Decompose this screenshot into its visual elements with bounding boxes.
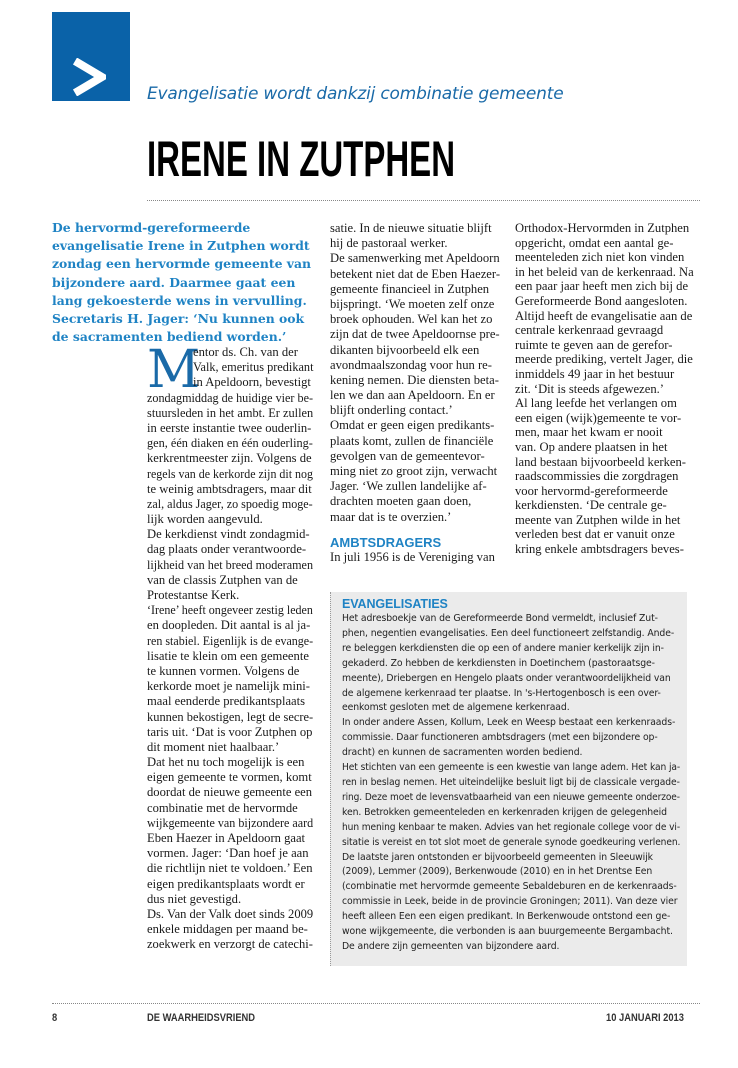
sidebar-line: (2009), Lemmer (2009), Berkenwoude (2010) en in het Drentse Een <box>342 866 653 878</box>
text-line: zal, aldus Jager, zo spoedig moge- <box>147 496 313 511</box>
text-line: meenteleden zich niet kon vinden <box>515 250 685 265</box>
text-line: voor hervormd-gereformeerde <box>515 483 668 498</box>
text-line: drachten moeten gaan doen, <box>330 494 472 509</box>
text-line: lijk worden aangevuld. <box>147 512 263 527</box>
intro-lead: De hervormd-gereformeerde evangelisatie Irene in Zutphen wordt zondag een hervormde gemeente van bijzondere aard. Daarmee gaat een lang gekoesterde wens in vervulling. Secretaris H. Jager: ‘Nu kunnen ook de sacramenten bediend worden.’ <box>52 220 312 345</box>
text-line: inmiddels 49 jaar in het bestuur <box>515 366 675 381</box>
text-line: Protestantse Kerk. <box>147 588 240 602</box>
text-line: Dat het nu toch mogelijk is een <box>147 755 305 770</box>
text-line: eigen predikantsplaats wordt er <box>147 876 305 891</box>
text-line: zoekwerk en verzorgt de catechi- <box>147 937 313 952</box>
text-line: zijn dat de twee Apeldoornse pre- <box>330 327 500 342</box>
text-line: te kunnen vormen. Volgens de <box>147 663 300 678</box>
text-line: Valk, emeritus predikant <box>193 360 314 375</box>
sidebar-line: re beleggen kerkdiensten die op een of andere manier kerkelijk zijn in- <box>342 642 664 654</box>
text-line: Orthodox-Hervormden in Zutphen <box>515 221 690 235</box>
text-line: gevolgen van de gemeentevor- <box>330 448 485 463</box>
sidebar-line: eenkomst gesloten met de algemene kerkenraad. <box>342 702 570 714</box>
text-line: Jager. ‘We zullen landelijke af- <box>330 479 487 494</box>
text-line: dikanten bijvoorbeeld elk een <box>330 342 480 357</box>
text-line: broek ophouden. Wel kan het zo <box>330 312 493 327</box>
text-line: zondagmiddag de huidige vier be- <box>147 390 314 405</box>
section-heading: AMBTSDRAGERS <box>330 534 442 550</box>
text-line: ming niet zo groot zijn, verwacht <box>330 464 498 478</box>
text-line: gen, één diaken en één ouderling- <box>147 436 313 451</box>
sidebar-line: De andere zijn gemeenten van bijzondere aard. <box>342 940 560 952</box>
text-line: De samenwerking met Apeldoorn <box>330 251 500 266</box>
text-line: maal eenderde predikantsplaats <box>147 694 306 709</box>
kicker: Evangelisatie wordt dankzij combinatie gemeente <box>147 84 564 104</box>
sidebar-line: heeft alleen Een een eigen predikant. In Berkenwoude ontstond een ge- <box>342 911 671 923</box>
text-line: enkele middagen per maand be- <box>147 922 308 937</box>
footer-divider <box>52 1003 700 1004</box>
sidebar-box <box>330 592 687 966</box>
text-line: Omdat er geen eigen predikants- <box>330 418 495 433</box>
article-column-3 <box>515 221 700 557</box>
text-line: lijkheid van het breed moderamen <box>147 557 314 572</box>
text-line: kerkdiensten. ‘De centrale ge- <box>515 498 667 513</box>
sidebar-line: ren in beslag nemen. Het uiteindelijke besluit ligt bij de classicale vergade- <box>342 776 680 788</box>
sidebar-line: Het adresboekje van de Gereformeerde Bond vermeldt, inclusief Zut- <box>342 613 658 624</box>
sidebar-heading: EVANGELISATIES <box>342 597 448 611</box>
text-line: combinatie met de hervormde <box>147 800 298 815</box>
text-line: raadscommissies die zorgdragen <box>515 469 679 484</box>
text-line: kerkrentmeester zijn. Volgens de <box>147 451 312 466</box>
text-line: te weinig ambtsdragers, maar dit <box>147 481 312 496</box>
sidebar-line: hun mening kenbaar te maken. Advies van het regionale college voor de vi- <box>342 821 681 833</box>
text-line: ruimte te geven aan de gerefor- <box>515 337 673 352</box>
text-line: wijkgemeente van bijzondere aard <box>147 815 314 830</box>
issue-date: 10 JANUARI 2013 <box>606 1012 684 1024</box>
sidebar-line: In onder andere Assen, Kollum, Leek en Weesp bestaat een kerkenraads- <box>342 717 676 729</box>
text-line: die richtlijn niet te voldoen.’ Een <box>147 861 313 876</box>
sidebar-line: ring. Deze moet de levensvatbaarheid van een nieuwe gemeente onderzoe- <box>342 791 680 803</box>
text-line: eigen gemeente te vormen, komt <box>147 770 312 785</box>
text-line: en doopleden. Dit aantal is al ja- <box>147 618 311 633</box>
text-line: doordat de nieuwe gemeente een <box>147 785 313 800</box>
text-line: kening nemen. Die diensten beta- <box>330 372 499 387</box>
chevron-right-icon <box>72 58 106 96</box>
section-logo <box>52 12 130 101</box>
text-line: regels van de kerkorde zijn dit nog <box>147 466 313 481</box>
sidebar-line: gekaderd. Zo hebben de kerkdiensten in Doetinchem (pastoraatsge- <box>342 657 655 669</box>
text-line: kerkorde moet je namelijk mini- <box>147 679 310 694</box>
text-line: plaats komt, zullen de financiële <box>330 433 494 448</box>
drop-cap: M <box>147 340 201 400</box>
sidebar-line: ken. Betrokken gemeenteleden en kerkenraden krijgen de gelegenheid <box>342 806 667 818</box>
sidebar-line: (combinatie met hervormde gemeente Sebaldeburen en de kerkenraads- <box>342 881 677 893</box>
text-line: dag plaats onder verantwoorde- <box>147 542 307 557</box>
text-line: satie. In de nieuwe situatie blijft <box>330 221 492 235</box>
page-title: IRENE IN ZUTPHEN <box>147 131 456 187</box>
text-line: len we dan aan Apeldoorn. En er <box>330 388 495 403</box>
sidebar-line: dracht) en kunnen de sacramenten worden bediend. <box>342 747 583 759</box>
text-line: maar dat is te overzien.’ <box>330 509 452 524</box>
text-line: in Apeldoorn, bevestigt <box>193 375 311 390</box>
text-line: Al lang leefde het verlangen om <box>515 396 677 411</box>
text-line: In juli 1956 is de Vereniging van <box>330 549 495 564</box>
text-line: in het beleid van de kerkenraad. Na <box>515 264 694 279</box>
text-line: stuursleden in het ambt. Er zullen <box>147 405 314 420</box>
text-line: een paar jaar heeft men zich bij de <box>515 279 689 294</box>
text-line: meente van Zutphen wilde in het <box>515 512 681 527</box>
text-line: in eerste instantie twee ouderlin- <box>147 420 312 435</box>
page-number: 8 <box>52 1012 58 1024</box>
text-line: hij de pastoraal werker. <box>330 236 448 251</box>
text-line: meerde prediking, vertelt Jager, die <box>515 352 693 367</box>
text-line: Altijd heeft de evangelisatie aan de <box>515 308 693 323</box>
sidebar-line: de algemene kerkenraad ter plaatse. In 's-Hertogenbosch is een over- <box>342 687 661 699</box>
text-line: zit. ‘Dit is steeds afgewezen.’ <box>515 381 664 396</box>
text-line: entor ds. Ch. van der <box>193 345 298 359</box>
text-line: dit moment niet haalbaar.’ <box>147 739 280 754</box>
text-line: opgericht, omdat een aantal ge- <box>515 235 674 250</box>
text-line: bijspringt. ‘We moeten zelf onze <box>330 296 495 311</box>
sidebar-line: De laatste jaren ontstonden er bijvoorbeeld gemeenten in Sleeuwijk <box>342 851 653 863</box>
sidebar-line: wone wijkgemeente, die verbonden is aan buurgemeente Bergambacht. <box>342 926 673 938</box>
text-line: men, maar het kwam er nooit <box>515 425 663 440</box>
text-line: Eben Haezer in Apeldoorn gaat <box>147 831 306 845</box>
text-line: Ds. Van der Valk doet sinds 2009 <box>147 906 314 921</box>
text-line: gemeente financieel in Zutphen <box>330 281 490 296</box>
text-line: taris uit. ‘Dat is voor Zutphen op <box>147 724 313 739</box>
article-column-2 <box>330 221 505 565</box>
sidebar-line: phen, negentien evangelisaties. Een deel functioneert zelfstandig. Ande- <box>342 627 675 639</box>
text-line: van. Op andere plaatsen in het <box>515 439 668 454</box>
text-line: een eigen (wijk)gemeente te vor- <box>515 410 682 425</box>
sidebar-line: commissie in Leek, beide in de provincie Groningen; 2011). Van deze vier <box>342 896 678 908</box>
text-line: verleden best dat er vanuit onze <box>515 527 675 542</box>
text-line: kring enkele ambtsdragers beves- <box>515 542 684 557</box>
text-line: centrale kerkenraad gevraagd <box>515 323 664 338</box>
sidebar-line: Het stichten van een gemeente is een kwestie van lange adem. Het kan ja- <box>342 762 681 774</box>
text-line: vormen. Jager: ‘Dan hoef je aan <box>147 846 309 861</box>
text-line: kunnen bekostigen, legt de secre- <box>147 709 314 724</box>
text-line: avondmaalszondag voor hun re- <box>330 357 492 372</box>
publication-name: DE WAARHEIDSVRIEND <box>147 1012 256 1024</box>
text-line: van de classis Zutphen van de <box>147 572 298 587</box>
text-line: lisatie te klein om een gemeente <box>147 648 309 663</box>
text-line: betekent niet dat de Eben Haezer- <box>330 266 501 281</box>
sidebar-line: sitatie is vereist en tot slot moet de generale synode goedkeuring verlenen. <box>342 836 681 848</box>
text-line: dus niet gevestigd. <box>147 891 242 906</box>
title-divider <box>147 200 700 201</box>
text-line: ren stabiel. Eigenlijk is de evange- <box>147 633 314 648</box>
article-column-1 <box>147 340 314 953</box>
text-line: land bestaan bijvoorbeeld kerken- <box>515 454 686 469</box>
text-line: De kerkdienst vindt zondagmid- <box>147 527 310 542</box>
sidebar-line: meente), Driebergen en Hengelo plaats onder verantwoordelijkheid van <box>342 672 671 684</box>
text-line: blijft onderling contact.’ <box>330 403 453 418</box>
sidebar-line: commissie. Daar functioneren ambtsdragers (met een bijzondere op- <box>342 732 658 744</box>
text-line: Gereformeerde Bond aangesloten. <box>515 293 688 308</box>
text-line: ‘Irene’ heeft ongeveer zestig leden <box>147 603 313 618</box>
